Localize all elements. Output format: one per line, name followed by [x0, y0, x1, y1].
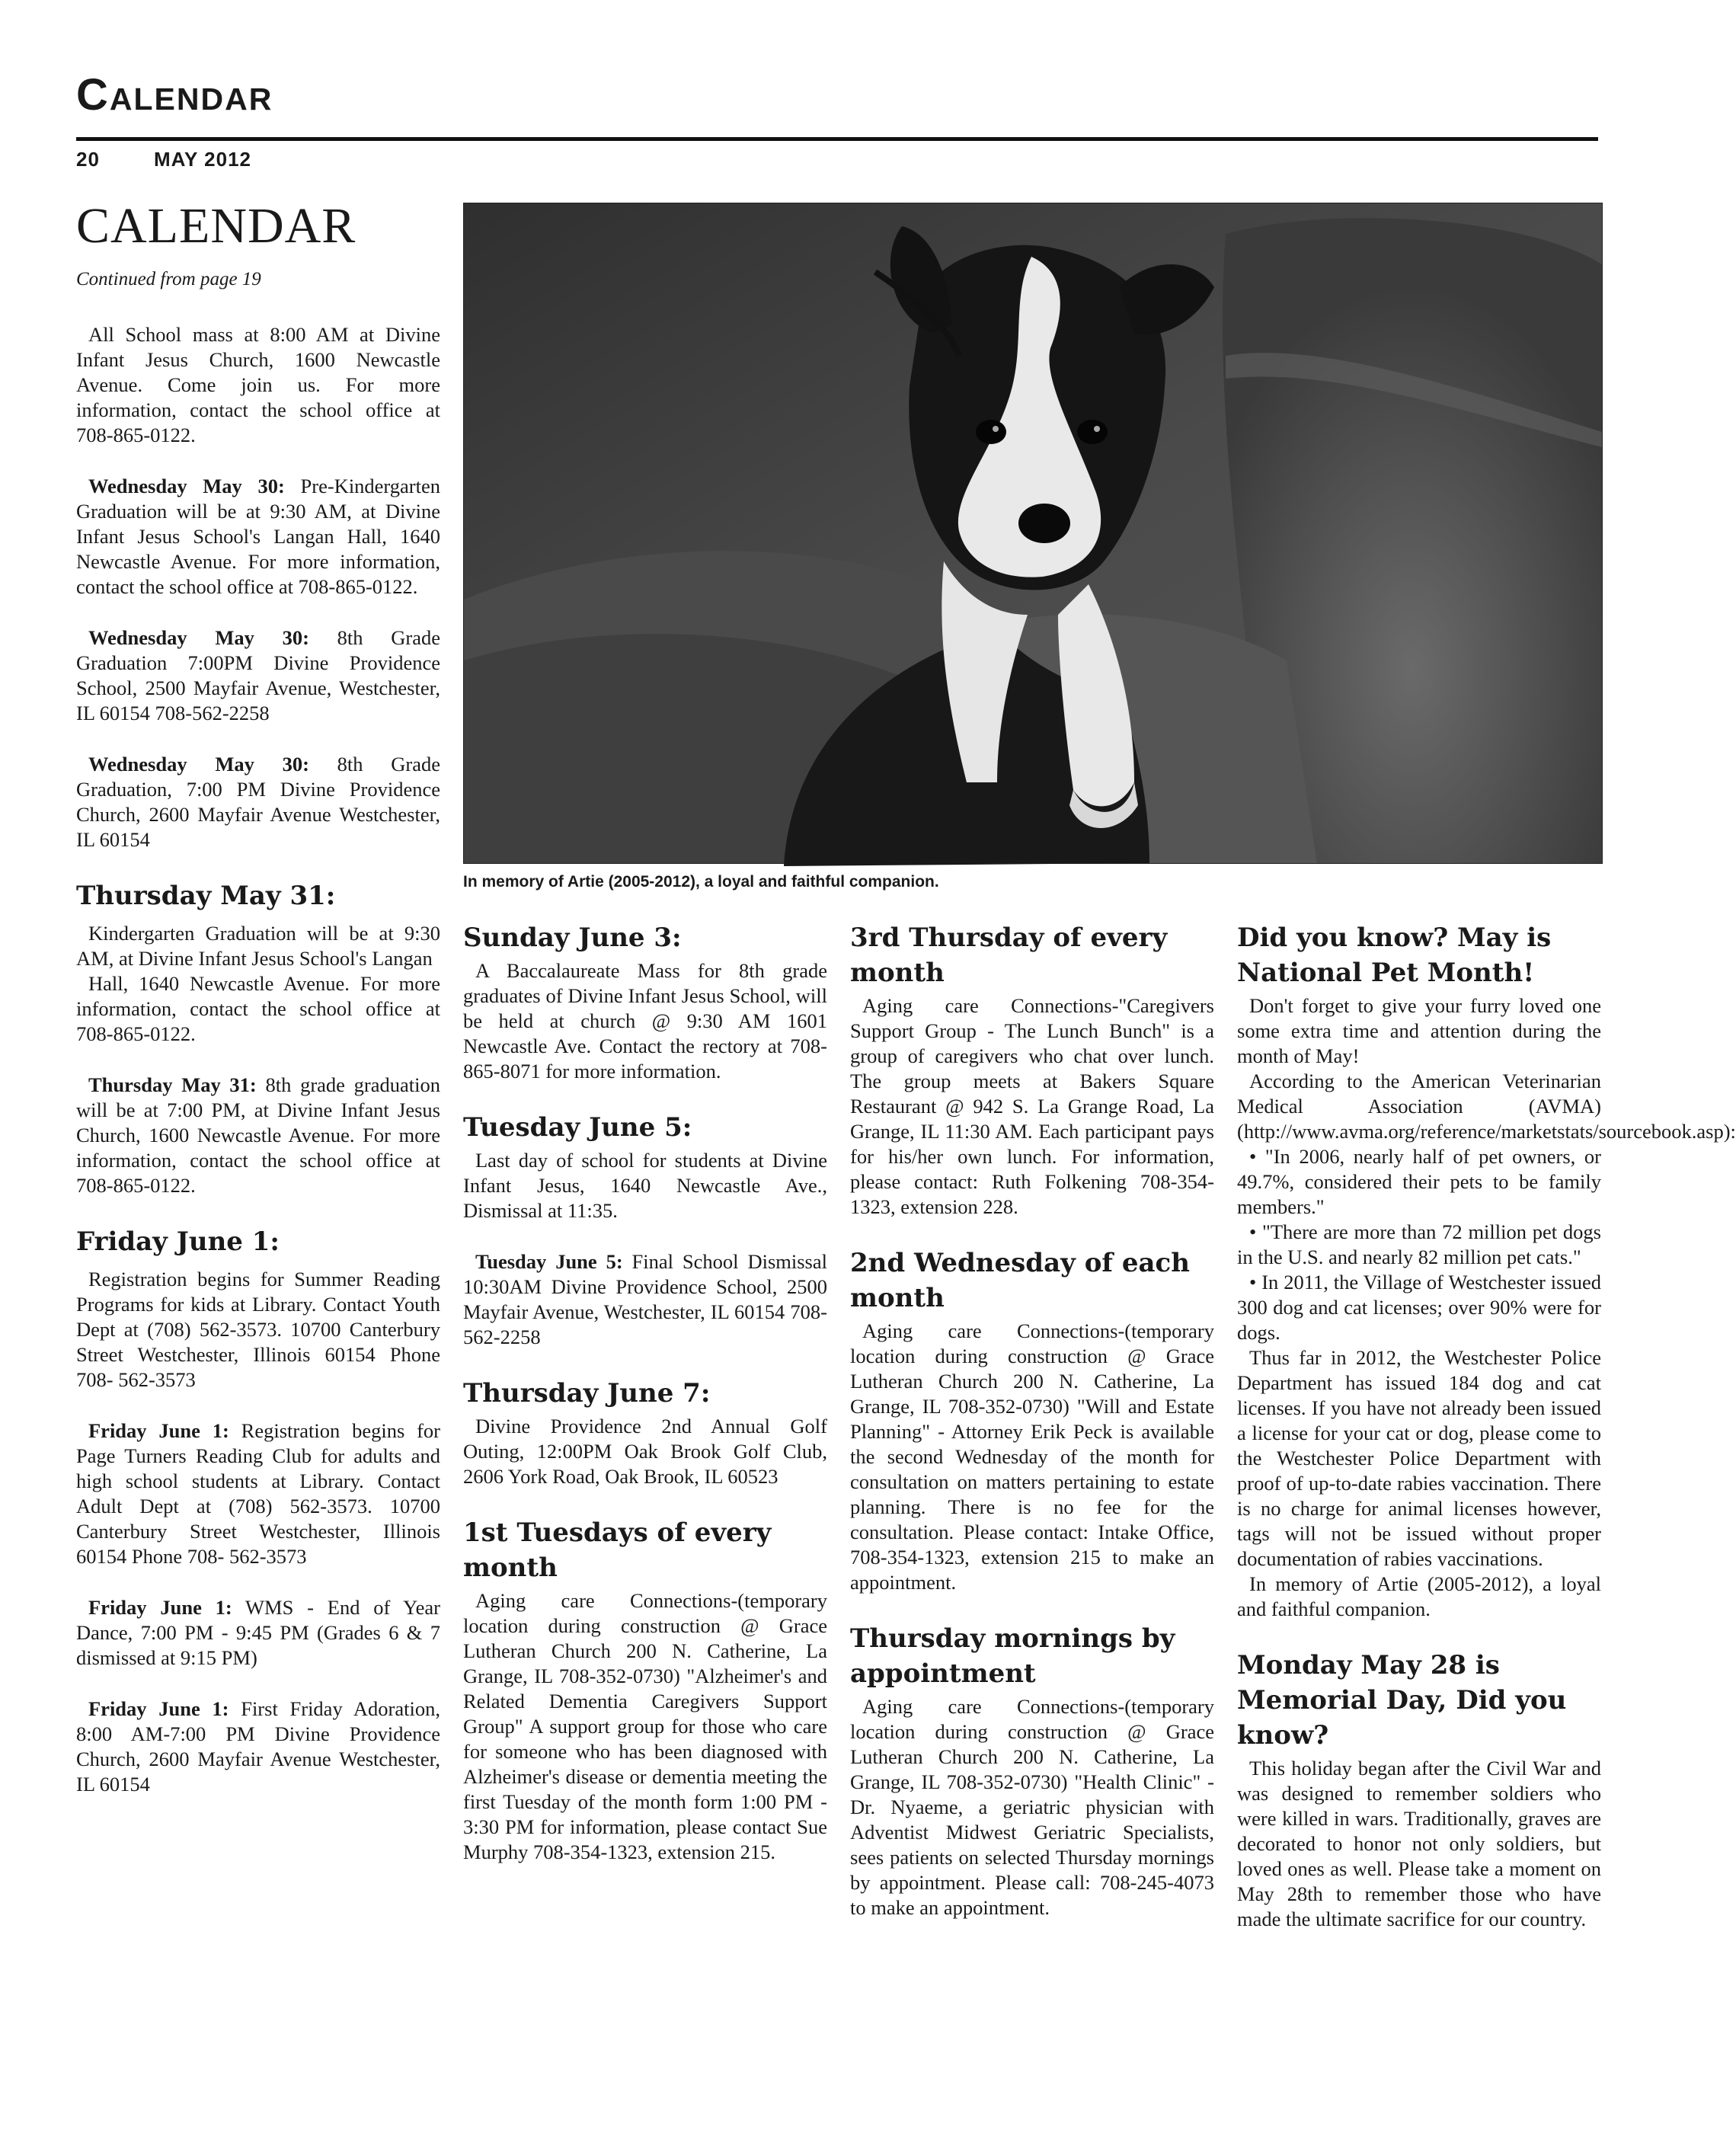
date-heading: Thursday mornings by appointment	[850, 1623, 1175, 1689]
event-item: Hall, 1640 Newcastle Avenue. For more information, contact the school office at 708-865-0122.	[76, 972, 440, 1046]
event-item: Aging care Connections-"Caregivers Support Group - The Lunch Bunch" is a group of caregivers who chat over lunch. The group meets at Bakers Square Restaurant @ 942 S. La Grange Road, La Grange, IL 11:30 AM. Each participant pays for his/her own lunch. For information, please contact: Ruth Folkening 708-354-1323, extension 228.	[850, 994, 1214, 1218]
photo-caption: In memory of Artie (2005-2012), a loyal and faithful companion.	[463, 873, 939, 891]
event-item	[76, 1595, 440, 1671]
date-heading: Thursday June 7:	[463, 1378, 711, 1409]
event-item	[76, 1696, 440, 1797]
feature-heading: Did you know? May is National Pet Month!	[1237, 923, 1552, 988]
date-heading: Sunday June 3:	[463, 923, 682, 953]
dog-photo	[463, 203, 1603, 864]
bullet-paragraph: • "There are more than 72 million pet dogs in the U.S. and nearly 82 million pet cats."	[1237, 1220, 1601, 1268]
bullet-paragraph: • "In 2006, nearly half of pet owners, or 49.7%, considered their pets to be family members."	[1237, 1145, 1601, 1218]
body-paragraph: In memory of Artie (2005-2012), a loyal and faithful companion.	[1237, 1572, 1601, 1620]
event-item: Registration begins for Summer Reading Programs for kids at Library. Contact Youth Dept at (708) 562-3573. 10700 Canterbury Street Westchester, Illinois 60154 Phone 708- 562-3573	[76, 1268, 440, 1392]
section-name: Calendar	[76, 70, 273, 120]
body-paragraph: Thus far in 2012, the Westchester Police Department has issued 184 dog and cat licenses. If you have not already been issued a license for your cat or dog, please come to the Westchester Police Department with proof of up-to-date rabies vaccination. There is no charge for animal licenses however, tags will not be issued without proper documentation of rabies vaccinations.	[1237, 1346, 1601, 1570]
column-3	[850, 920, 1214, 1946]
event-item: Divine Providence 2nd Annual Golf Outing, 12:00PM Oak Brook Golf Club, 2606 York Road, Oak Brook, IL 60523	[463, 1415, 827, 1488]
event-text: 8th Grade Graduation, 7:00 PM Divine Providence Church, 2600 Mayfair Avenue Westchester, IL 60154	[76, 753, 440, 852]
column-2	[463, 920, 827, 1891]
continued-note: Continued from page 19	[76, 269, 261, 290]
event-item: A Baccalaureate Mass for 8th grade graduates of Divine Infant Jesus School, will be held at church @ 9:30 AM 1601 Newcastle Ave. Contact the rectory at 708-865-8071 for more information.	[463, 959, 827, 1082]
event-date: Thursday May 31:	[88, 1073, 257, 1097]
body-paragraph: According to the American Veterinarian Medical Association (AVMA) (http://www.avma.org/reference/marketstats/sourcebook.asp):	[1237, 1070, 1736, 1143]
issue-date: MAY 2012	[154, 148, 251, 171]
page-number: 20	[76, 148, 100, 171]
date-heading: 2nd Wednesday of each month	[850, 1248, 1190, 1313]
date-heading: Tuesday June 5:	[463, 1112, 692, 1143]
event-text: First Friday Adoration, 8:00 AM-7:00 PM Divine Providence Church, 2600 Mayfair Avenue Westchester, IL 60154	[76, 1697, 440, 1796]
event-text: 8th grade graduation will be at 7:00 PM, at Divine Infant Jesus Church, 1600 Newcastle Avenue. For more information, contact the school office at 708-865-0122.	[76, 1073, 440, 1198]
event-date: Friday June 1:	[88, 1596, 232, 1620]
body-paragraph: This holiday began after the Civil War and was designed to remember soldiers who were killed in wars. Traditionally, graves are decorated to honor not only soldiers, but loved ones as well. Please take a moment on May 28th to remember those who have made the ultimate sacrifice for our country.	[1237, 1757, 1601, 1930]
event-date: Wednesday May 30:	[88, 626, 309, 650]
event-item: Aging care Connections-(temporary location during construction @ Grace Lutheran Church 200 N. Catherine, La Grange, IL 708-352-0730) "Health Clinic" - Dr. Nyaeme, a geriatric physician with Adventist Midwest Geriatric Specialists, sees patients on selected Thursday mornings by appointment. Please call: 708-245-4073 to make an appointment.	[850, 1695, 1214, 1919]
event-item	[76, 1418, 440, 1569]
date-heading: Friday June 1:	[76, 1226, 280, 1258]
event-date: Friday June 1:	[88, 1697, 229, 1721]
event-text: WMS - End of Year Dance, 7:00 PM - 9:45 PM (Grades 6 & 7 dismissed at 9:15 PM)	[76, 1596, 440, 1670]
date-heading: 1st Tuesdays of every month	[463, 1517, 772, 1583]
event-item: Aging care Connections-(temporary location during construction @ Grace Lutheran Church 200 N. Catherine, La Grange, IL 708-352-0730) "Alzheimer's and Related Dementia Caregivers Support Group" A support group for those who care for someone who has been diagnosed with Alzheimer's disease or dementia meeting the first Tuesday of the month form 1:00 PM - 3:30 PM for information, please contact Sue Murphy 708-354-1323, extension 215.	[463, 1589, 827, 1863]
article-title: CALENDAR	[76, 198, 356, 254]
column-1	[76, 200, 440, 1823]
event-text: Registration begins for Page Turners Reading Club for adults and high school students at Library. Contact Adult Dept at (708) 562-3573. 10700 Canterbury Street Westchester, Illinois 60154 Phone 708- 562-3573	[76, 1419, 441, 1569]
column-4	[1237, 920, 1736, 1958]
event-text: Pre-Kindergarten Graduation will be at 9:30 AM, at Divine Infant Jesus School's Langan Hall, 1640 Newcastle Avenue. For more information, contact the school office at 708-865-0122.	[76, 475, 440, 599]
event-item	[76, 1073, 440, 1198]
event-date: Wednesday May 30:	[88, 753, 309, 776]
event-item	[76, 625, 440, 726]
feature-heading: Monday May 28 is Memorial Day, Did you know?	[1237, 1650, 1567, 1751]
event-item	[76, 474, 440, 600]
event-date: Tuesday June 5:	[475, 1250, 623, 1273]
header-rule	[76, 137, 1598, 141]
event-item: All School mass at 8:00 AM at Divine Infant Jesus Church, 1600 Newcastle Avenue. Come join us. For more information, contact the school office at 708-865-0122.	[76, 323, 440, 447]
event-item: Kindergarten Graduation will be at 9:30 AM, at Divine Infant Jesus School's Langan	[76, 922, 440, 971]
body-paragraph: Don't forget to give your furry loved one some extra time and attention during the month of May!	[1237, 994, 1601, 1067]
event-text: Final School Dismissal 10:30AM Divine Providence School, 2500 Mayfair Avenue, Westchester, IL 60154 708-562-2258	[463, 1250, 827, 1348]
dog-photo-icon	[464, 203, 1602, 863]
bullet-paragraph: • In 2011, the Village of Westchester issued 300 dog and cat licenses; over 90% were for dogs.	[1237, 1271, 1601, 1344]
event-item	[76, 752, 440, 852]
masthead	[76, 70, 1598, 120]
event-item: Aging care Connections-(temporary location during construction @ Grace Lutheran Church 200 N. Catherine, La Grange, IL 708-352-0730) "Will and Estate Planning" - Attorney Erik Peck is available the second Wednesday of the month for consultation on matters pertaining to estate planning. There is no fee for the consultation. Please contact: Intake Office, 708-354-1323, extension 215 to make an appointment.	[850, 1319, 1214, 1594]
date-heading: 3rd Thursday of every month	[850, 923, 1168, 988]
folio	[76, 148, 251, 171]
event-item	[463, 1249, 827, 1350]
event-text: 8th Grade Graduation 7:00PM Divine Providence School, 2500 Mayfair Avenue, Westchester, IL 60154 708-562-2258	[76, 626, 440, 725]
event-item: Last day of school for students at Divine Infant Jesus, 1640 Newcastle Ave., Dismissal at 11:35.	[463, 1149, 827, 1222]
event-date: Friday June 1:	[88, 1419, 229, 1443]
event-date: Wednesday May 30:	[88, 475, 285, 498]
date-heading: Thursday May 31:	[76, 881, 336, 912]
